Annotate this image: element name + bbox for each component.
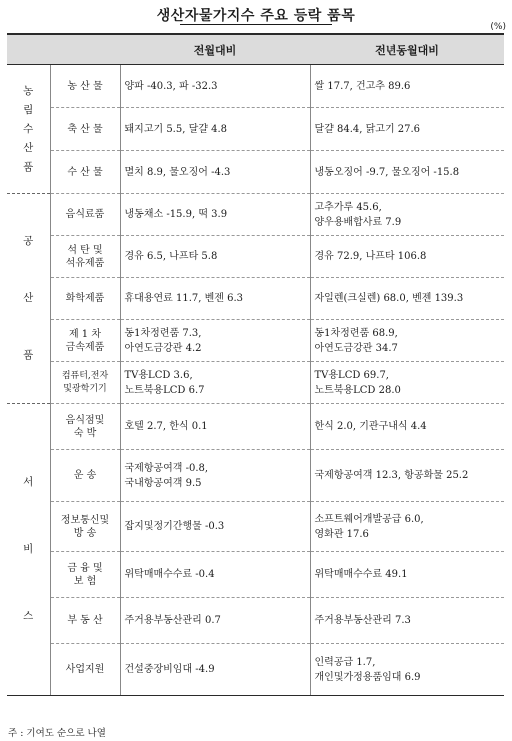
table-title: 생산자물가지수 주요 등락 품목 — [156, 8, 356, 24]
mom-value: 돼지고기 5.5, 달걀 4.8 — [120, 108, 310, 151]
item-label: 운 송 — [50, 450, 120, 502]
mom-value: 경유 6.5, 나프타 5.8 — [120, 236, 310, 278]
mom-value: 호텔 2.7, 한식 0.1 — [120, 404, 310, 450]
table-row — [7, 194, 504, 236]
yoy-value: 달걀 84.4, 닭고기 27.6 — [310, 108, 504, 151]
table-row — [7, 644, 504, 696]
yoy-value: 경유 72.9, 나프타 106.8 — [310, 236, 504, 278]
yoy-value: 쌀 17.7, 건고추 89.6 — [310, 65, 504, 108]
group-label-industrial: 공 산 품 — [7, 194, 50, 404]
item-label: 축 산 물 — [50, 108, 120, 151]
yoy-value: 동1차정련품 68.9, 아연도금강관 34.7 — [310, 320, 504, 362]
yoy-value: 위탁매매수수료 49.1 — [310, 552, 504, 598]
item-label: 사업지원 — [50, 644, 120, 696]
item-label: 정보통신및 방 송 — [50, 502, 120, 552]
mom-value: 주거용부동산관리 0.7 — [120, 598, 310, 644]
item-label: 음식점및 숙 박 — [50, 404, 120, 450]
mom-value: 잡지및정기간행물 -0.3 — [120, 502, 310, 552]
yoy-value: 한식 2.0, 기관구내식 4.4 — [310, 404, 504, 450]
mom-value: 위탁매매수수료 -0.4 — [120, 552, 310, 598]
item-label: 농 산 물 — [50, 65, 120, 108]
table-row — [7, 108, 504, 151]
title-underline — [180, 24, 332, 25]
mom-value: 멸치 8.9, 물오징어 -4.3 — [120, 151, 310, 194]
footnote: 주 : 기여도 순으로 나열 — [8, 728, 106, 739]
table-row — [7, 404, 504, 450]
yoy-value: 소프트웨어개발공급 6.0, 영화관 17.6 — [310, 502, 504, 552]
item-label: 부 동 산 — [50, 598, 120, 644]
item-label: 화학제품 — [50, 278, 120, 320]
item-label: 컴퓨터,전자 및광학기기 — [50, 362, 120, 404]
item-label: 음식료품 — [50, 194, 120, 236]
item-label: 금 융 및 보 험 — [50, 552, 120, 598]
table-row — [7, 151, 504, 194]
group-label-agri: 농 림 수 산 품 — [7, 65, 50, 194]
mom-value: 건설중장비임대 -4.9 — [120, 644, 310, 696]
mom-value: TV용LCD 3.6, 노트북용LCD 6.7 — [120, 362, 310, 404]
item-label: 제 1 차 금속제품 — [50, 320, 120, 362]
header-item — [50, 34, 120, 65]
table-row — [7, 450, 504, 502]
header-row — [7, 34, 504, 65]
yoy-value: 주거용부동산관리 7.3 — [310, 598, 504, 644]
header-year-over-year: 전년동월대비 — [310, 34, 504, 65]
group-label-services: 서 비 스 — [7, 404, 50, 696]
mom-value: 국제항공여객 -0.8, 국내항공여객 9.5 — [120, 450, 310, 502]
price-index-table — [7, 33, 504, 696]
mom-value: 동1차정련품 7.3, 아연도금강관 4.2 — [120, 320, 310, 362]
header-month-over-month: 전월대비 — [120, 34, 310, 65]
table-row — [7, 362, 504, 404]
yoy-value: 국제항공여객 12.3, 항공화물 25.2 — [310, 450, 504, 502]
mom-value: 휴대용연료 11.7, 벤젠 6.3 — [120, 278, 310, 320]
table-row — [7, 278, 504, 320]
table-row — [7, 236, 504, 278]
table-row — [7, 65, 504, 108]
yoy-value: 인력공급 1.7, 개인및가정용품임대 6.9 — [310, 644, 504, 696]
yoy-value: TV용LCD 69.7, 노트북용LCD 28.0 — [310, 362, 504, 404]
yoy-value: 고추가루 45.6, 양우용배합사료 7.9 — [310, 194, 504, 236]
item-label: 석 탄 및 석유제품 — [50, 236, 120, 278]
table-row — [7, 502, 504, 552]
yoy-value: 냉동오징어 -9.7, 물오징어 -15.8 — [310, 151, 504, 194]
mom-value: 양파 -40.3, 파 -32.3 — [120, 65, 310, 108]
unit-label: (%) — [490, 22, 506, 32]
table-row — [7, 598, 504, 644]
table-row — [7, 320, 504, 362]
item-label: 수 산 물 — [50, 151, 120, 194]
yoy-value: 자일렌(크실렌) 68.0, 벤젠 139.3 — [310, 278, 504, 320]
header-category — [7, 34, 50, 65]
mom-value: 냉동채소 -15.9, 떡 3.9 — [120, 194, 310, 236]
table-row — [7, 552, 504, 598]
